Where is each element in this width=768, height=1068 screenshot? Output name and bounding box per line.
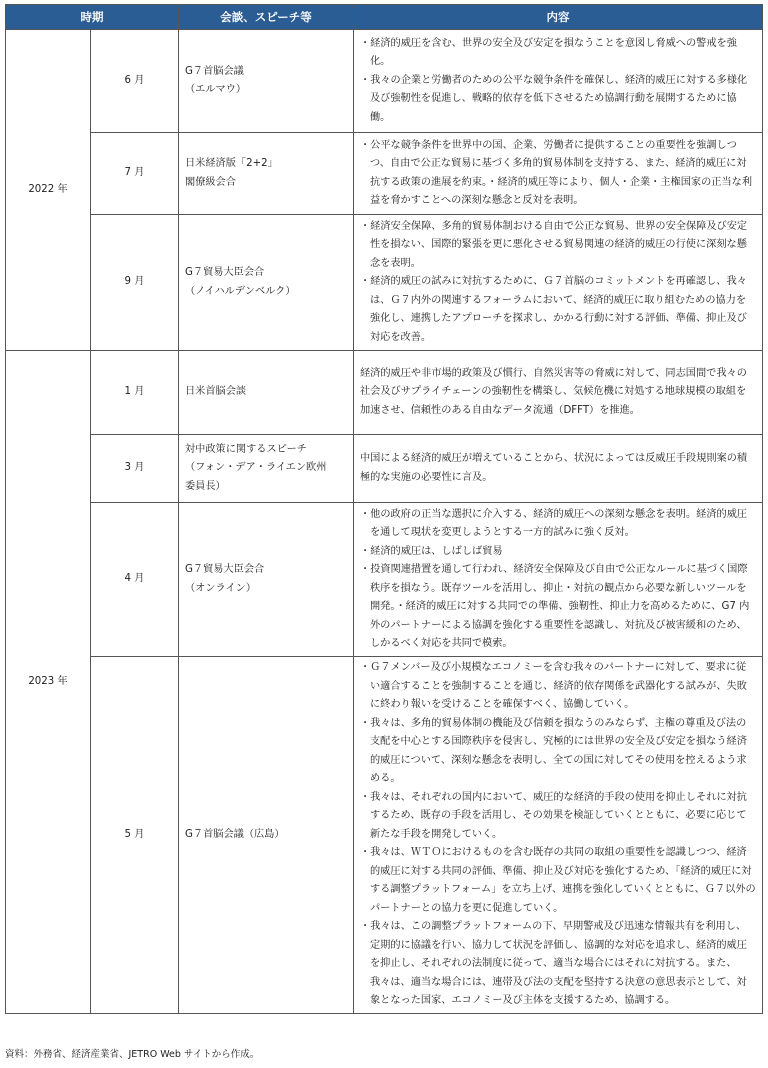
content-cell [354,435,763,503]
economic-coercion-table [5,4,763,1014]
event-cell [179,351,354,435]
content-cell [354,30,763,133]
content-paragraph: ・我々は、この調整プラットフォームの下、早期警戒及び迅速な情報共有を利用し、定期的に協議を行い、協力して状況を評価し、協調的な対応を追求し、経済的威圧を抑止し、それぞれの法制度に従って、適当な場合にはそれに対抗する。また、我々は、適当な場合には、連帯及び法の支配を堅持する決意の意思表示として、対象となった国家、エコノミー及び主体を支援するため、協調する。 [360,921,747,1006]
event-line: 閣僚級会合 [185,176,236,188]
header-content: 内容 [354,5,763,30]
event-cell [179,657,354,1014]
content-paragraph: ・経済安全保障、多角的貿易体制おける自由で公正な貿易、世界の安全保障及び安定性を損ない、国際的緊張を更に悪化させる貿易関連の経済的威圧の行使に深刻な懸念を表明。 [360,220,748,269]
month-cell: 3 月 [91,435,179,503]
table-row [6,351,763,435]
event-cell [179,435,354,503]
table-header-row [6,5,763,30]
content-paragraph: ・我々は、それぞれの国内において、威圧的な経済的手段の使用を抑止しそれに対抗するため、既存の手段を活用し、その効果を検証していくとともに、必要に応じて新たな手段を開発していく。 [360,791,747,840]
header-period: 時期 [6,5,179,30]
source-note: 資料：外務省、経済産業省、JETRO Web サイトから作成。 [5,1049,260,1060]
content-cell [354,503,763,657]
table-row [6,30,763,133]
header-event: 会談、スピーチ等 [179,5,354,30]
event-line: G７首脳会議（広島） [185,828,285,840]
content-paragraph: ・我々は、ＷＴＯにおけるものを含む既存の共同の取組の重要性を認識しつつ、経済的威圧に対する共同の評価、準備、抑止及び対応を強化するため、「経済的威圧に対する調整プラットフォーム」を立ち上げ、連携を強化していくとともに、Ｇ７以外のパートナーとの協力を更に促進していく。 [360,847,756,914]
event-line: 日米経済版「2+2」 [185,158,278,169]
event-line: 委員長） [185,480,226,492]
event-cell [179,503,354,657]
content-cell [354,215,763,351]
table-row [6,215,763,351]
content-paragraph: ・経済的威圧の試みに対抗するために、Ｇ７首脳のコミットメントを再確認し、我々は、Ｇ７内外の関連するフォーラムにおいて、経済的威圧に取り組むための協力を強化し、連携したアプローチを探求し、かかる行動に対する評価、準備、抑止及び対応を改善。 [360,276,747,343]
event-cell [179,30,354,133]
table-row [6,503,763,657]
year-cell: 2022 年 [6,30,91,351]
event-line: G７貿易大臣会合 [185,267,265,278]
event-line: G７首脳会議 [185,65,244,77]
content-paragraph: ・Ｇ７メンバー及び小規模なエコノミーを含む我々のパートナーに対して、要求に従い適合することを強制することを通じ、経済的依存関係を武器化する試みが、失敗に終わり報いを受けることを確保すべく、協働していく。 [360,662,747,710]
content-paragraph: ・経済的威圧は、しばしば貿易 [360,545,503,557]
month-cell: 4 月 [91,503,179,657]
month-cell: 9 月 [91,215,179,351]
content-cell [354,133,763,215]
event-cell [179,215,354,351]
event-line: （ノイハルデンベルク） [185,285,296,297]
event-line: （エルマウ） [185,84,247,95]
year-cell: 2023 年 [6,351,91,1014]
content-paragraph: 中国による経済的威圧が増えていることから、状況によっては反威圧手段規則案の積極的な実施の必要性に言及。 [360,453,748,483]
month-cell: 7 月 [91,133,179,215]
content-cell [354,657,763,1014]
event-line: 日米首脳会談 [185,386,247,398]
month-cell: 5 月 [91,657,179,1014]
content-paragraph: 経済的威圧や非市場的政策及び慣行、自然災害等の脅威に対して、同志国間で我々の社会及びサプライチェーンの強靭性を構築し、気候危機に対処する地球規模の取組を加速させ、信頼性のある自由なデータ流通（DFFT）を推進。 [360,367,747,416]
table-row [6,133,763,215]
content-paragraph: ・経済的威圧を含む、世界の安全及び安定を損なうことを意図し脅威への警戒を強化。 [360,37,737,68]
event-cell [179,133,354,215]
month-cell: 1 月 [91,351,179,435]
content-paragraph: ・公平な競争条件を世界中の国、企業、労働者に提供することの重要性を強調しつつ、自由で公正な貿易に基づく多角的貿易体制を支持する、また、経済的威圧に対抗する政策の進展を約束。・経済的威圧等により、個人・企業・主権国家の正当な利益を脅かすことへの深刻な懸念と反対を表明。 [360,139,753,206]
content-paragraph: ・我々は、多角的貿易体制の機能及び信頼を損なうのみならず、主権の尊重及び法の支配を中心とする国際秩序を侵害し、究極的には世界の安全及び安定を損なう経済的威圧について、深刻な懸念を表明し、全ての国に対してその使用を控えるよう求める。 [360,717,747,784]
month-cell: 6 月 [91,30,179,133]
content-paragraph: ・投資関連措置を通して行われ、経済安全保障及び自由で公正なルールに基づく国際秩序を損なう。既存ツールを活用し、抑止・対抗の観点から必要な新しいツールを開発。・経済的威圧に対する共同での準備、強靭性、抑止力を高めるために、G7 内外のパートナーによる協調を強化する重要性を認識し、対抗及び被害緩和のため、しかるべく対応を共同で模索。 [360,564,750,649]
event-line: G７貿易大臣会合 [185,564,265,575]
table-row [6,657,763,1014]
event-line: 対中政策に関するスピーチ [185,443,307,455]
content-paragraph: ・他の政府の正当な選択に介入する、経済的威圧への深刻な懸念を表明。経済的威圧を通して現状を変更しようとする一方的試みに強く反対。 [360,508,748,538]
content-paragraph: ・我々の企業と労働者のための公平な競争条件を確保し、経済的威圧に対する多様化及び強靭性を促進し、戦略的依存を低下させるため協調行動を展開するために協働。 [360,74,748,123]
table-row [6,435,763,503]
content-cell [354,351,763,435]
event-line: （フォン・デア・ライエン欧州 [185,462,327,474]
event-line: （オンライン） [185,582,257,594]
